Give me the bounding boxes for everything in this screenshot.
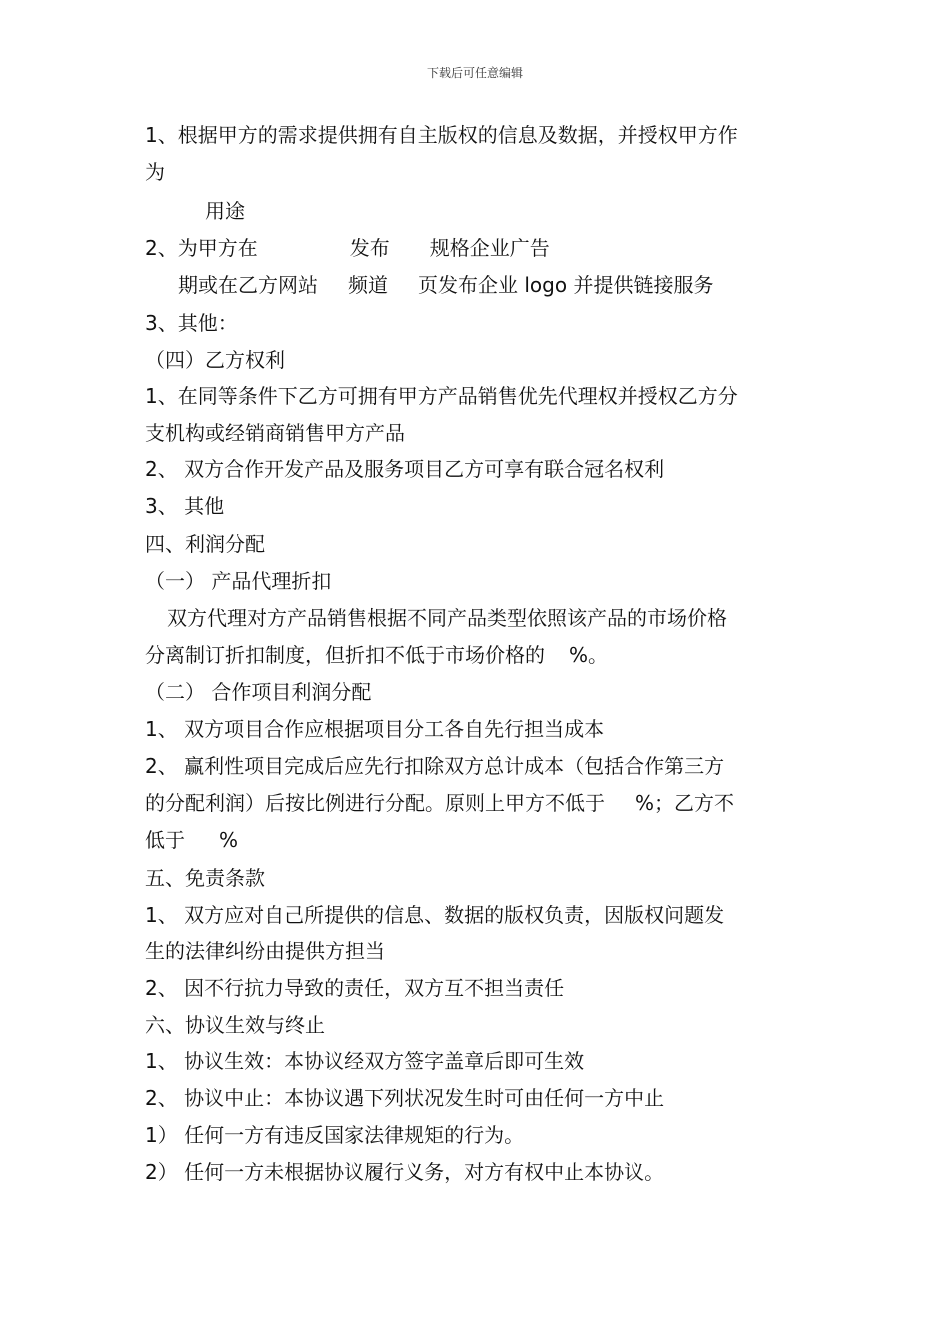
section-heading: （四）乙方权利 <box>145 348 285 372</box>
clause-text: 2、为甲方在 <box>145 236 258 260</box>
section-heading: 六、协议生效与终止 <box>145 1013 325 1037</box>
clause-text: 生的法律纠纷由提供方担当 <box>145 939 385 963</box>
clause-text: %；乙方不 <box>635 791 735 815</box>
clause-text: 1、 协议生效：本协议经双方签字盖章后即可生效 <box>145 1049 585 1073</box>
clause-line <box>145 826 238 854</box>
clause-text: 2、 双方合作开发产品及服务项目乙方可享有联合冠名权利 <box>145 457 665 481</box>
clause-text: 分离制订折扣制度，但折扣不低于市场价格的 <box>145 643 545 667</box>
section-heading: 五、免责条款 <box>145 866 265 890</box>
clause-text: 的分配利润）后按比例进行分配。原则上甲方不低于 <box>145 791 605 815</box>
clause-line <box>145 234 550 262</box>
section-heading: 四、利润分配 <box>145 532 265 556</box>
clause-text: 1、根据甲方的需求提供拥有自主版权的信息及数据，并授权甲方作 <box>145 123 738 147</box>
clause-text: % <box>219 828 239 852</box>
clause-text: 1） 任何一方有违反国家法律规矩的行为。 <box>145 1123 525 1147</box>
clause-text: 1、在同等条件下乙方可拥有甲方产品销售优先代理权并授权乙方分 <box>145 384 738 408</box>
clause-text: 1、 双方项目合作应根据项目分工各自先行担当成本 <box>145 717 605 741</box>
section-heading: （二） 合作项目利润分配 <box>145 680 372 704</box>
clause-line <box>145 641 608 669</box>
clause-text: 支机构或经销商销售甲方产品 <box>145 421 405 445</box>
clause-text: 双方代理对方产品销售根据不同产品类型依照该产品的市场价格 <box>167 606 727 630</box>
clause-line <box>145 789 734 817</box>
clause-text: 2、 协议中止：本协议遇下列状况发生时可由任何一方中止 <box>145 1086 665 1110</box>
clause-text: %。 <box>569 643 609 667</box>
clause-text: 3、 其他 <box>145 494 225 518</box>
clause-text: 1、 双方应对自己所提供的信息、数据的版权负责，因版权问题发 <box>145 903 725 927</box>
clause-text: 发布 <box>349 236 390 260</box>
clause-text: 为 <box>145 160 165 184</box>
clause-text: 页发布企业 logo 并提供链接服务 <box>418 273 714 297</box>
clause-text: 低于 <box>145 828 185 852</box>
clause-text: 2、 赢利性项目完成后应先行扣除双方总计成本（包括合作第三方 <box>145 754 725 778</box>
section-heading: （一） 产品代理折扣 <box>145 569 332 593</box>
clause-line <box>178 271 713 299</box>
clause-text: 3、其他： <box>145 311 238 335</box>
clause-text: 期或在乙方网站 <box>178 273 318 297</box>
clause-text: 用途 <box>205 199 245 223</box>
clause-text: 频道 <box>348 273 388 297</box>
clause-text: 2） 任何一方未根据协议履行义务，对方有权中止本协议。 <box>145 1160 665 1184</box>
clause-text: 规格企业广告 <box>429 236 550 260</box>
clause-text: 2、 因不行抗力导致的责任，双方互不担当责任 <box>145 976 565 1000</box>
page-header: 下载后可任意编辑 <box>426 66 523 80</box>
